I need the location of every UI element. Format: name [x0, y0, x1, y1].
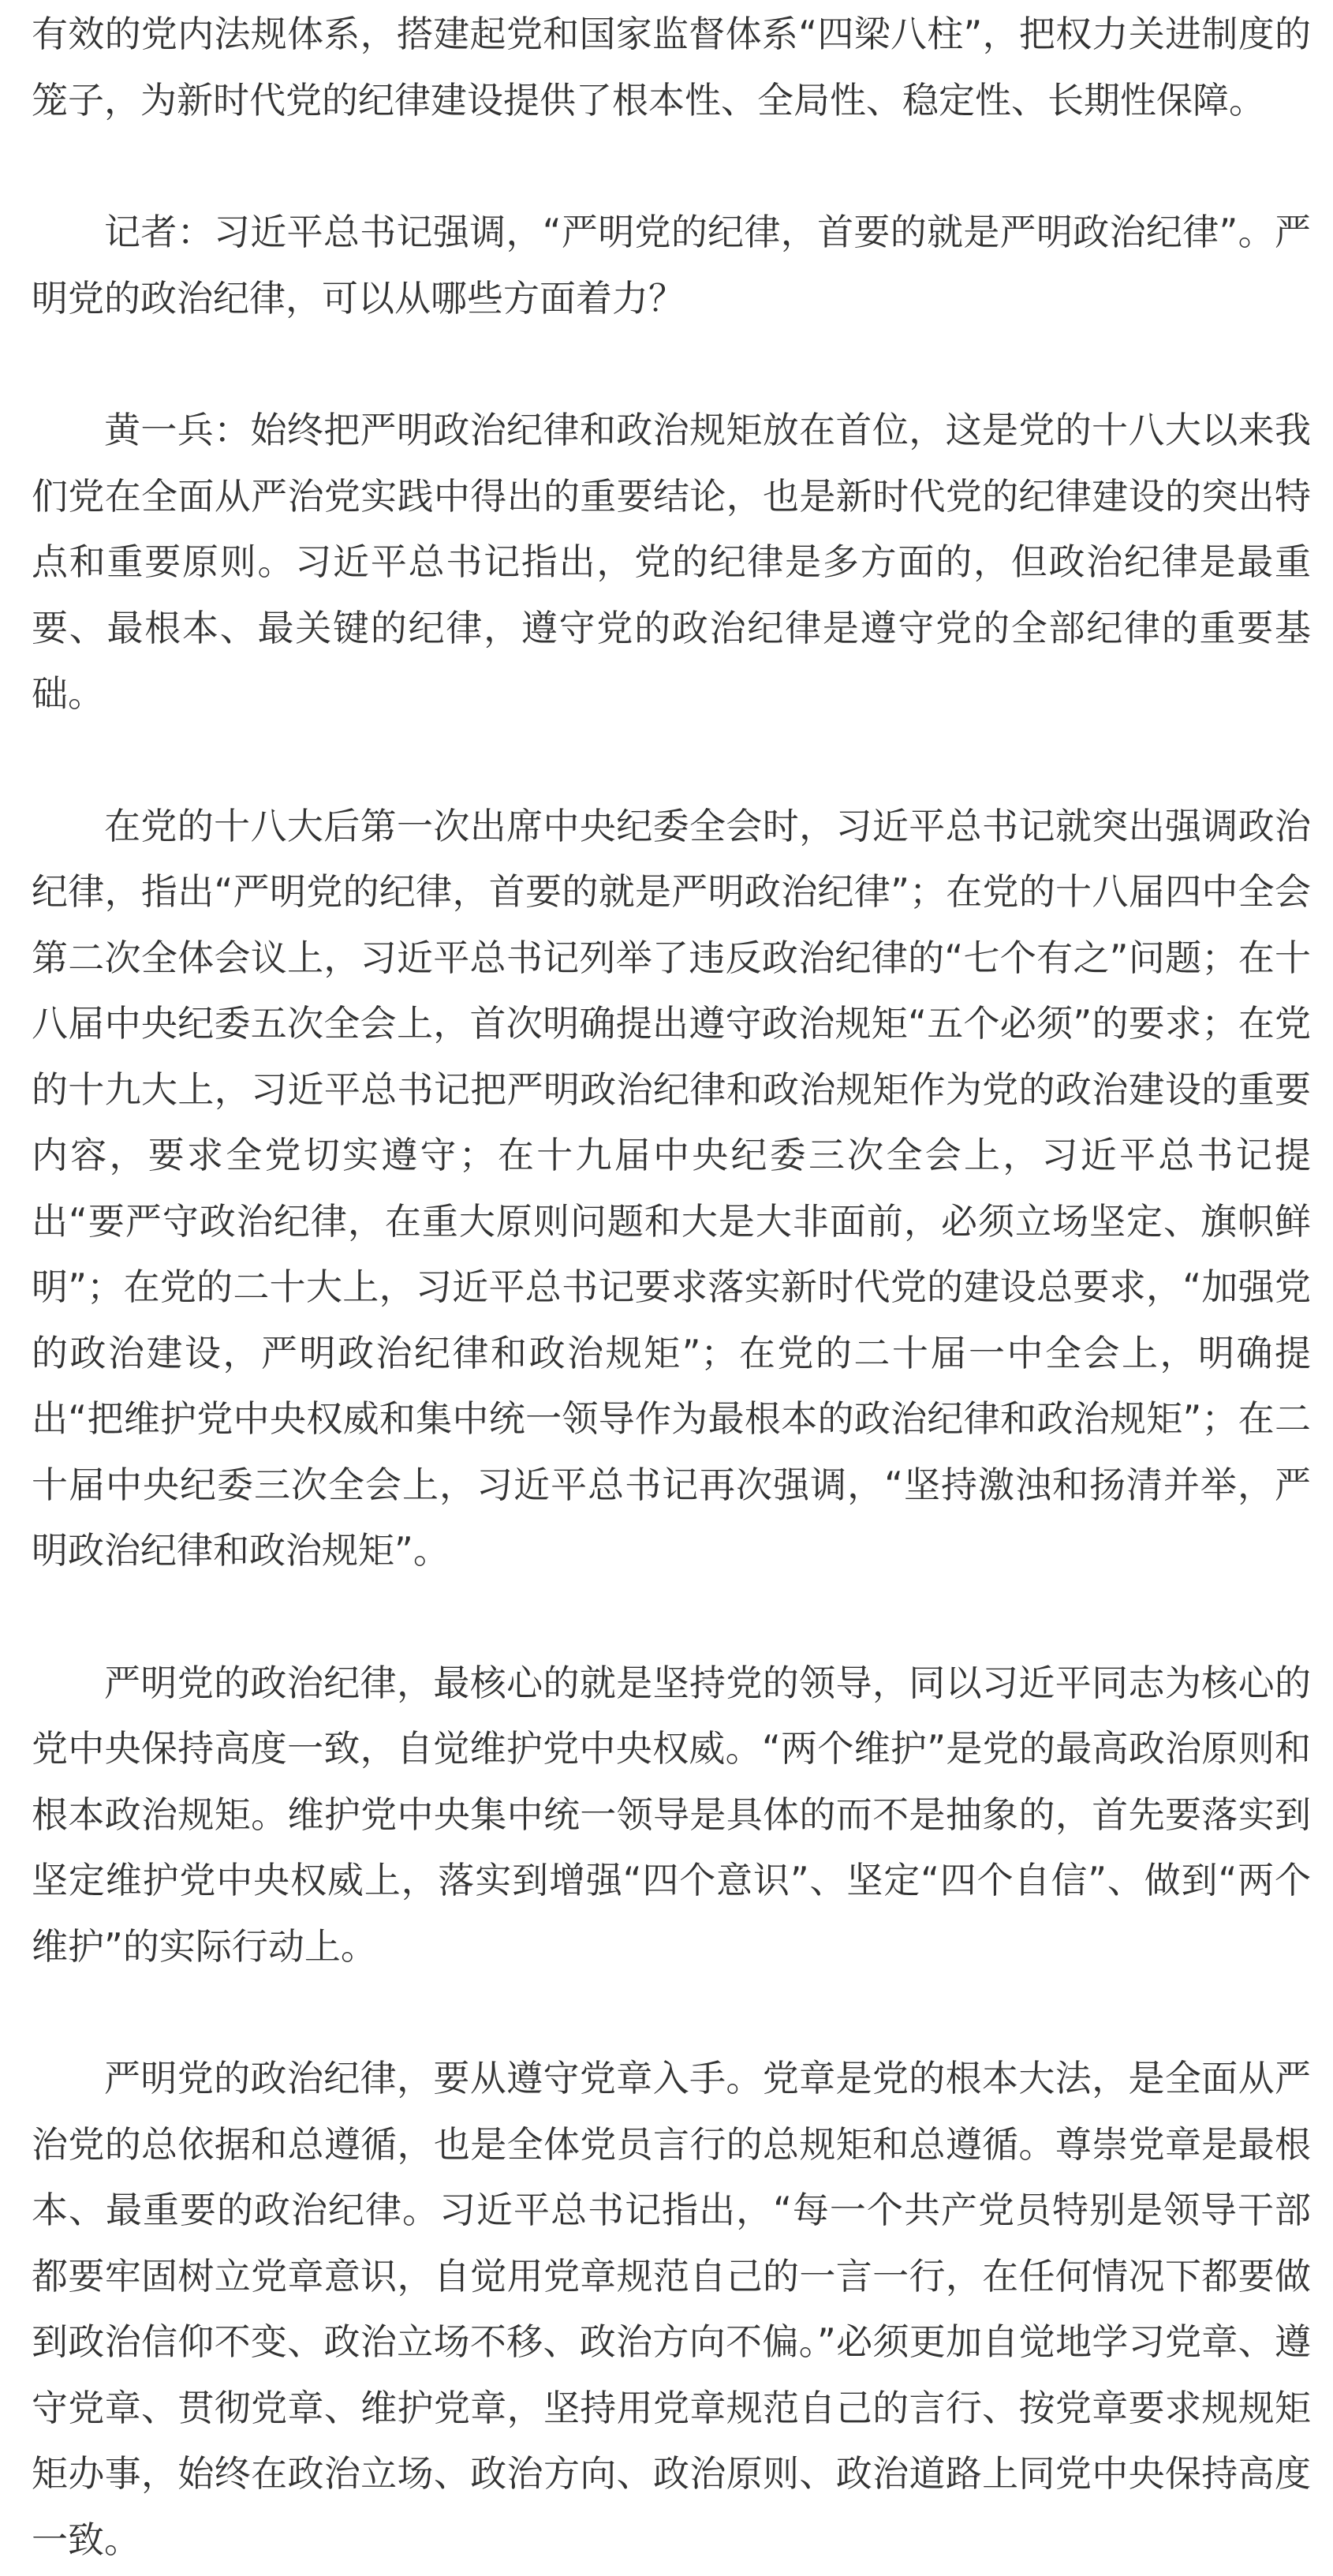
paragraph-history: 在党的十八大后第一次出席中央纪委全会时，习近平总书记就突出强调政治纪律，指出“严明党的纪律，首要的就是严明政治纪律”；在党的十八届四中全会第二次全体会议上，习近平总书记列举了违反政治纪律的“七个有之”问题；在十八届中央纪委五次全会上，首次明确提出遵守政治规矩“五个必须”的要求；在党的十九大上，习近平总书记把严明政治纪律和政治规矩作为党的政治建设的重要内容，要求全党切实遵守；在十九届中央纪委三次全会上，习近平总书记提出“要严守政治纪律，在重大原则问题和大是大非面前，必须立场坚定、旗帜鲜明”；在党的二十大上，习近平总书记要求落实新时代党的建设总要求，“加强党的政治建设，严明政治纪律和政治规矩”；在党的二十届一中全会上，明确提出“把维护党中央权威和集中统一领导作为最根本的政治纪律和政治规矩”；在二十届中央纪委三次全会上，习近平总书记再次强调，“坚持激浊和扬清并举，严明政治纪律和政治规矩”。 — [32, 804, 1311, 1572]
paragraph-reporter-question: 记者：习近平总书记强调，“严明党的纪律，首要的就是严明政治纪律”。严明党的政治纪律，可以从哪些方面着力？ — [32, 211, 1311, 320]
paragraph-answer-intro: 黄一兵：始终把严明政治纪律和政治规矩放在首位，这是党的十八大以来我们党在全面从严治党实践中得出的重要结论，也是新时代党的纪律建设的突出特点和重要原则。习近平总书记指出，党的纪律是多方面的，但政治纪律是最重要、最根本、最关键的纪律，遵守党的政治纪律是遵守党的全部纪律的重要基础。 — [32, 409, 1311, 715]
article-body — [32, 0, 1311, 2573]
paragraph-party-constitution: 严明党的政治纪律，要从遵守党章入手。党章是党的根本大法，是全面从严治党的总依据和总遵循，也是全体党员言行的总规矩和总遵循。尊崇党章是最根本、最重要的政治纪律。习近平总书记指出，“每一个共产党员特别是领导干部都要牢固树立党章意识，自觉用党章规范自己的一言一行，在任何情况下都要做到政治信仰不变、政治立场不移、政治方向不偏。”必须更加自觉地学习党章、遵守党章、贯彻党章、维护党章，坚持用党章规范自己的言行、按党章要求规规矩矩办事，始终在政治立场、政治方向、政治原则、政治道路上同党中央保持高度一致。 — [32, 2057, 1311, 2561]
paragraph-continued: 有效的党内法规体系，搭建起党和国家监督体系“四梁八柱”，把权力关进制度的笼子，为新时代党的纪律建设提供了根本性、全局性、稳定性、长期性保障。 — [32, 13, 1311, 122]
paragraph-party-leadership: 严明党的政治纪律，最核心的就是坚持党的领导，同以习近平同志为核心的党中央保持高度一致，自觉维护党中央权威。“两个维护”是党的最高政治原则和根本政治规矩。维护党中央集中统一领导是具体的而不是抽象的，首先要落实到坚定维护党中央权威上，落实到增强“四个意识”、坚定“四个自信”、做到“两个维护”的实际行动上。 — [32, 1661, 1311, 1968]
